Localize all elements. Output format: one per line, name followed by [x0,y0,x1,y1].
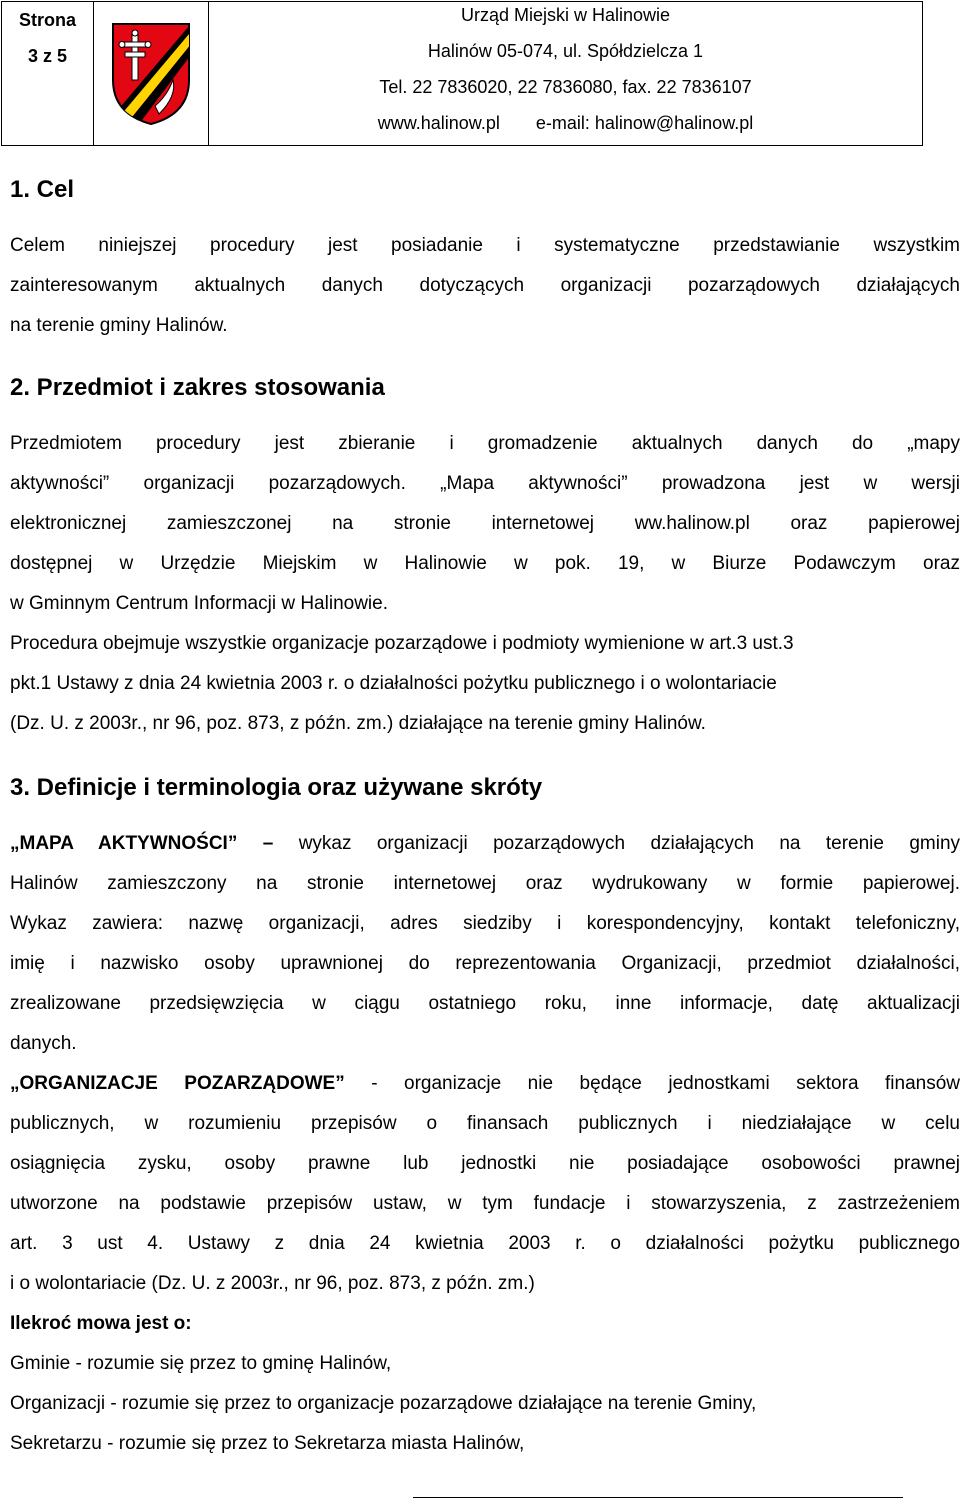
org-text: - organizacje nie będące jednostkami sektora finansów [344,1073,960,1094]
mapa-text: wykaz organizacji pozarządowych działających na terenie gminy [298,833,960,854]
section-2-title: 2. Przedmiot i zakres stosowania [10,374,385,401]
page-label: Strona [18,10,76,30]
section-2-line: dostępnej w Urzędzie Miejskim w Halinowie w pok. 19, w Biurze Podawczym oraz [10,553,960,574]
org-term: „ORGANIZACJE POZARZĄDOWE” [10,1073,345,1094]
mapa-line: zrealizowane przedsięwzięcia w ciągu ostatniego roku, inne informacje, datę aktualizacji [10,993,960,1014]
section-2-line: Procedura obejmuje wszystkie organizacje pozarządowe i podmioty wymienione w art.3 ust.3 [10,633,794,654]
mapa-line: danych. [10,1033,77,1054]
org-line: publicznych, w rozumieniu przepisów o finansach publicznych i niedziałające w celu [10,1113,960,1134]
definition-item: Gminie - rozumie się przez to gminę Halinów, [10,1353,392,1374]
page-number: 3 z 5 [27,46,68,66]
mapa-term: „MAPA AKTYWNOŚCI” [10,833,238,854]
org-line: i o wolontariacie (Dz. U. z 2003r., nr 96, poz. 873, z późn. zm.) [10,1273,535,1294]
office-address: Halinów 05-074, ul. Spółdzielcza 1 [427,41,704,61]
section-2-line: elektronicznej zamieszczonej na stronie internetowej ww.halinow.pl oraz papierowej [10,513,960,534]
section-1-line: Celem niniejszej procedury jest posiadanie i systematyczne przedstawianie wszystkim [10,235,960,256]
section-2-text [10,424,960,744]
section-1-line: zainteresowanym aktualnych danych dotyczących organizacji pozarządowych działających [10,275,960,296]
section-1-text [10,226,960,346]
section-1-title: 1. Cel [10,176,75,203]
office-phones: Tel. 22 7836020, 22 7836080, fax. 22 7836107 [379,77,752,97]
section-2-line: aktywności” organizacji pozarządowych. „Mapa aktywności” prowadzona jest w wersji [10,473,960,494]
mapa-line: Wykaz zawiera: nazwę organizacji, adres siedziby i korespondencyjny, kontakt telefoniczny, [10,913,960,934]
section-2-line: pkt.1 Ustawy z dnia 24 kwietnia 2003 r. o działalności pożytku publicznego i o wolontariacie [10,673,777,694]
email-link[interactable]: e-mail: halinow@halinow.pl [535,113,754,133]
mapa-dash: – [237,833,299,854]
coat-of-arms-icon [111,22,191,126]
section-2-line: Przedmiotem procedury jest zbieranie i gromadzenie aktualnych danych do „mapy [10,433,960,454]
org-line: utworzone na podstawie przepisów ustaw, w tym fundacje i stowarzyszenia, z zastrzeżeniem [10,1193,960,1214]
section-1-line: na terenie gminy Halinów. [10,315,228,336]
coat-of-arms-cell [94,2,209,145]
section-2-line: (Dz. U. z 2003r., nr 96, poz. 873, z późn. zm.) działające na terenie gminy Halinów. [10,713,706,734]
org-line: art. 3 ust 4. Ustawy z dnia 24 kwietnia 2003 r. o działalności pożytku publicznego [10,1233,960,1254]
section-3-text [10,824,960,1464]
document-header [1,1,923,146]
definition-item: Organizacji - rozumie się przez to organizacje pozarządowe działające na terenie Gminy, [10,1393,757,1414]
section-2-line: w Gminnym Centrum Informacji w Halinowie. [10,593,388,614]
ilekroc-heading: Ilekroć mowa jest o: [10,1313,192,1334]
website-link[interactable]: www.halinow.pl [377,113,500,133]
section-3-title: 3. Definicje i terminologia oraz używane skróty [10,774,543,801]
org-line: osiągnięcia zysku, osoby prawne lub jednostki nie posiadające osobowości prawnej [10,1153,960,1174]
office-name: Urząd Miejski w Halinowie [460,5,671,25]
mapa-line: Halinów zamieszczony na stronie internetowej oraz wydrukowany w formie papierowej. [10,873,960,894]
org-definition-line [10,1064,960,1104]
office-info [209,2,922,145]
contact-row [209,110,922,146]
mapa-line: imię i nazwisko osoby uprawnionej do reprezentowania Organizacji, przedmiot działalności, [10,953,960,974]
mapa-definition-line [10,824,960,864]
page-indicator [2,2,94,145]
definition-item: Sekretarzu - rozumie się przez to Sekretarza miasta Halinów, [10,1433,525,1454]
footer-rule [413,1497,903,1498]
